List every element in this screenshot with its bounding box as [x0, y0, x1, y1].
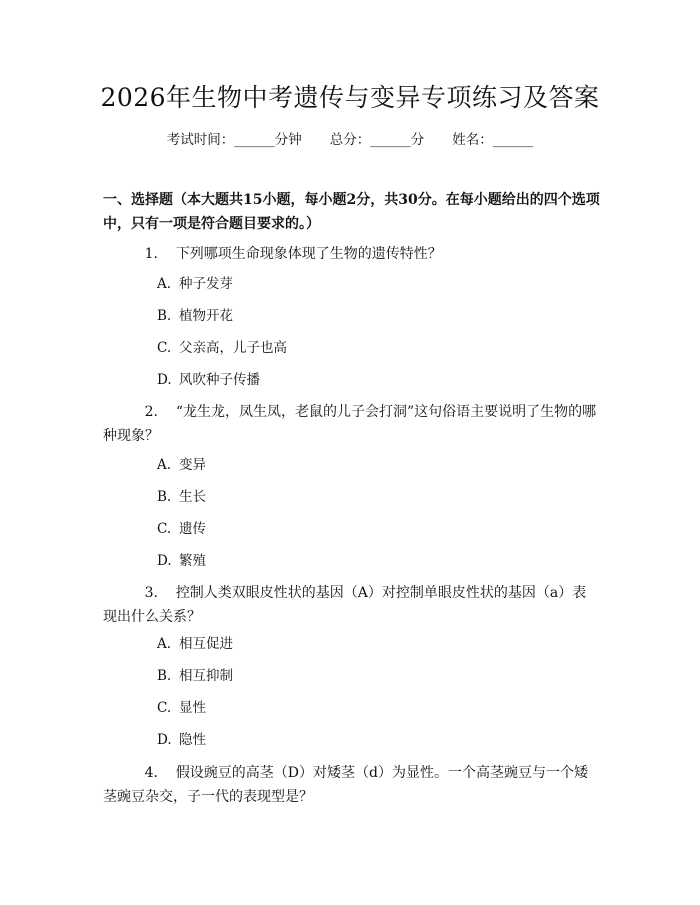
option-3a: [157, 633, 597, 655]
option-text: 相互抑制: [179, 668, 233, 684]
question-number: 1.: [144, 246, 158, 262]
option-letter: C.: [157, 340, 172, 356]
option-letter: C.: [157, 700, 172, 716]
question-number: 2.: [144, 404, 158, 420]
question-number: 3.: [144, 585, 158, 601]
option-text: 隐性: [179, 732, 206, 748]
option-text: 植物开花: [179, 308, 233, 324]
option-2b: [157, 486, 597, 508]
question-text: 假设豌豆的高茎（D）对矮茎（d）为显性。一个高茎豌豆与一个矮茎豌豆杂交，子一代的表现型是？: [103, 765, 588, 805]
page-title: 2026年生物中考遗传与变异专项练习及答案: [100, 83, 600, 112]
student-name: 姓名：______: [452, 132, 534, 148]
option-1a: [157, 273, 597, 295]
option-2a: [157, 454, 597, 476]
option-3d: [157, 729, 597, 751]
option-text: 变异: [179, 457, 206, 473]
option-1c: [157, 337, 597, 359]
option-3b: [157, 665, 597, 687]
question-text: “龙生龙，凤生凤，老鼠的儿子会打洞”这句俗语主要说明了生物的哪种现象？: [103, 404, 597, 444]
option-letter: B.: [157, 668, 172, 684]
exam-meta: [0, 130, 700, 150]
question-text: 控制人类双眼皮性状的基因（A）对控制单眼皮性状的基因（a）表现出什么关系？: [103, 585, 587, 625]
option-letter: D.: [157, 553, 172, 569]
exam-time: 考试时间：______分钟: [166, 132, 302, 148]
option-letter: B.: [157, 308, 172, 324]
option-text: 相互促进: [179, 636, 233, 652]
option-letter: A.: [157, 276, 172, 292]
option-1d: [157, 369, 597, 391]
option-letter: A.: [157, 636, 172, 652]
option-text: 父亲高，儿子也高: [179, 340, 287, 356]
question-1: [103, 242, 600, 266]
option-text: 种子发芽: [179, 276, 233, 292]
option-letter: B.: [157, 489, 172, 505]
option-letter: C.: [157, 521, 172, 537]
section-heading: 一、选择题（本大题共15小题，每小题2分，共30分。在每小题给出的四个选项中，只有一项是符合题目要求的。）: [103, 192, 600, 232]
option-2d: [157, 550, 597, 572]
option-text: 生长: [179, 489, 206, 505]
option-1b: [157, 305, 597, 327]
option-letter: A.: [157, 457, 172, 473]
question-text: 下列哪项生命现象体现了生物的遗传特性？: [175, 246, 442, 262]
option-2c: [157, 518, 597, 540]
option-letter: D.: [157, 372, 172, 388]
option-text: 繁殖: [179, 553, 206, 569]
question-4: [103, 761, 600, 809]
option-3c: [157, 697, 597, 719]
option-text: 显性: [179, 700, 206, 716]
option-letter: D.: [157, 732, 172, 748]
option-text: 遗传: [179, 521, 206, 537]
question-number: 4.: [144, 765, 158, 781]
question-3: [103, 581, 600, 629]
option-text: 风吹种子传播: [179, 372, 260, 388]
total-score: 总分：______分: [329, 132, 425, 148]
question-2: [103, 400, 600, 448]
